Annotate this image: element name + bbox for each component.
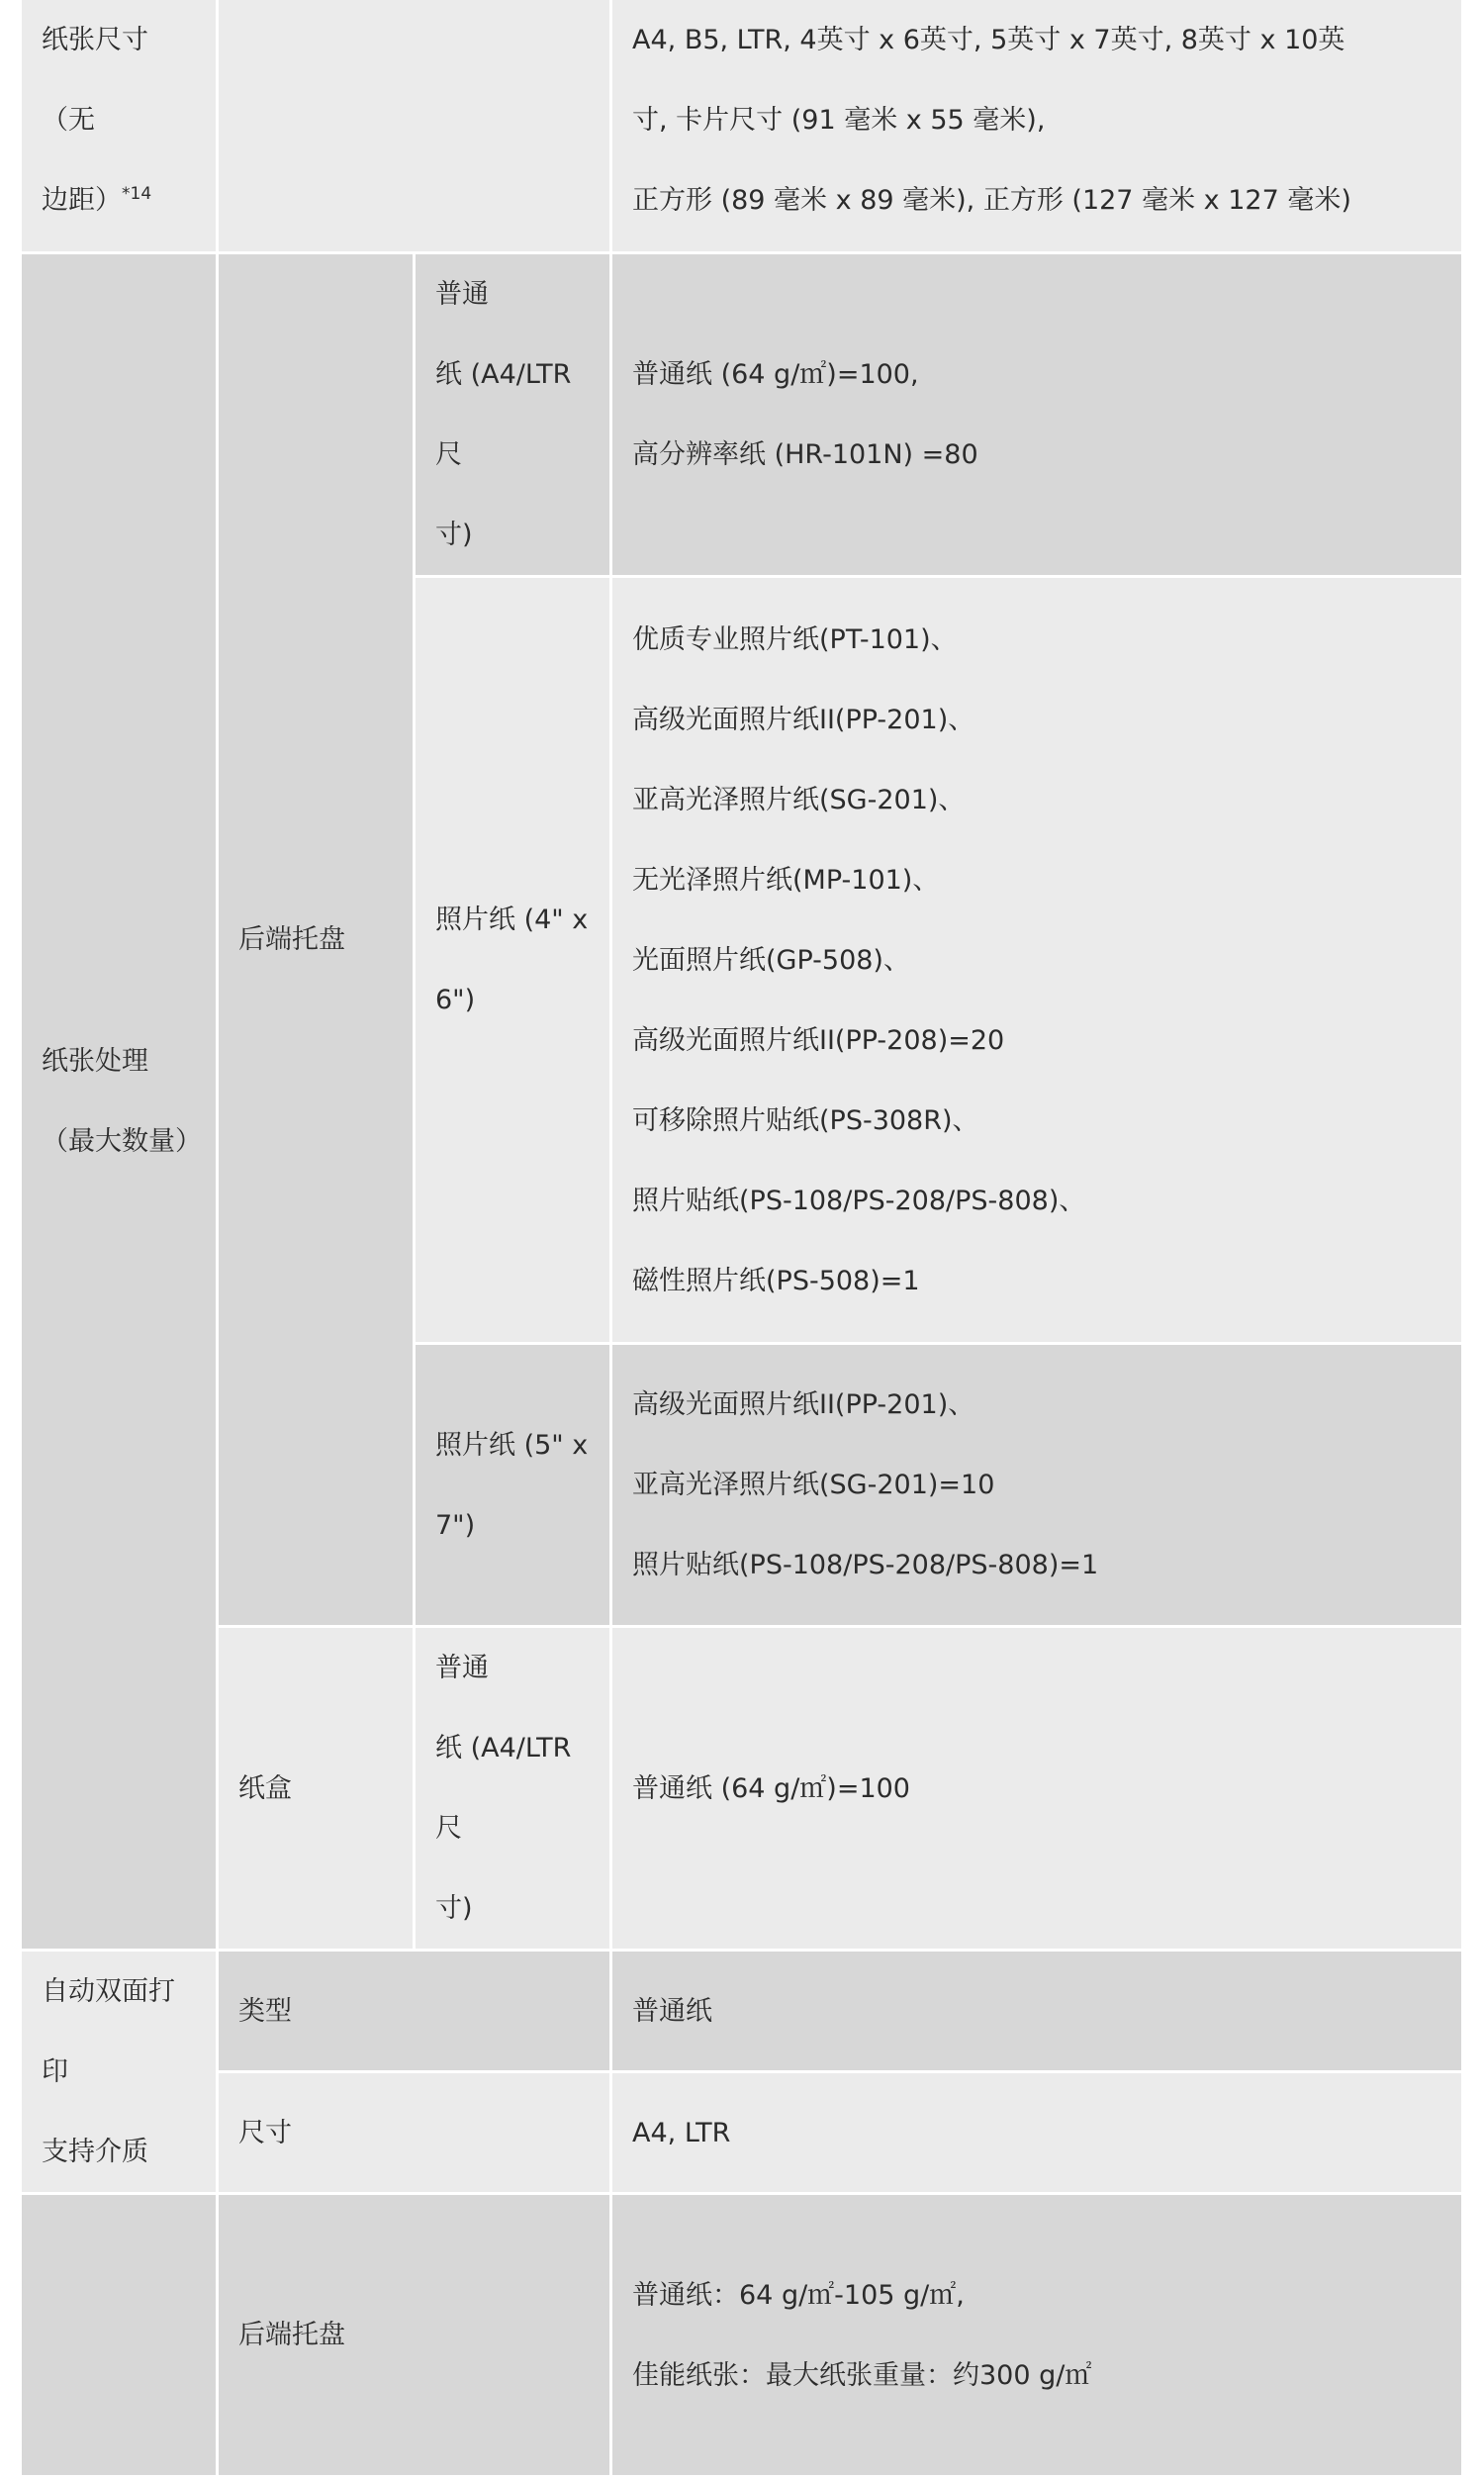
footnote-14: *14	[122, 184, 152, 204]
duplex-type-value: 普通纸	[612, 1952, 1461, 2070]
duplex-size-label: 尺寸	[219, 2073, 609, 2192]
rear-plain-media-value: 普通纸 (64 g/㎡)=100, 高分辨率纸 (HR-101N) =80	[612, 254, 1461, 575]
spec-table	[19, 0, 1464, 2478]
duplex-label: 自动双面打印 支持介质	[22, 1952, 216, 2192]
row-duplex-type	[22, 1952, 1461, 2070]
photo-5x7-label: 照片纸 (5" x 7")	[416, 1345, 609, 1625]
duplex-type-label: 类型	[219, 1952, 609, 2070]
borderless-size-value: A4, B5, LTR, 4英寸 x 6英寸, 5英寸 x 7英寸, 8英寸 x 10英 寸, 卡片尺寸 (91 毫米 x 55 毫米), 正方形 (89 毫米 x 89 毫米), 正方形 (127 毫米 x 127 毫米)	[612, 0, 1461, 251]
cassette-plain-media-value: 普通纸 (64 g/㎡)=100	[612, 1628, 1461, 1949]
borderless-size-label-line2: 边距）	[42, 185, 122, 216]
row-borderless-size	[22, 0, 1461, 251]
weight-rear-tray-value: 普通纸：64 g/㎡-105 g/㎡, 佳能纸张：最大纸张重量：约300 g/㎡	[612, 2195, 1461, 2475]
duplex-size-value: A4, LTR	[612, 2073, 1461, 2192]
cassette-label: 纸盒	[219, 1628, 413, 1949]
rear-tray-label: 后端托盘	[219, 254, 413, 1625]
photo-5x7-value: 高级光面照片纸II(PP-201)、 亚高光泽照片纸(SG-201)=10 照片贴纸(PS-108/PS-208/PS-808)=1	[612, 1345, 1461, 1625]
row-duplex-size	[22, 2073, 1461, 2192]
borderless-size-label: 纸张尺寸（无 边距）$^{*14}$	[22, 0, 216, 251]
row-weight-rear-tray	[22, 2195, 1461, 2475]
borderless-size-empty	[219, 0, 609, 251]
weight-label	[22, 2195, 216, 2475]
paper-handling-label: 纸张处理 （最大数量）	[22, 254, 216, 1949]
photo-4x6-value: 优质专业照片纸(PT-101)、 高级光面照片纸II(PP-201)、 亚高光泽照片纸(SG-201)、 无光泽照片纸(MP-101)、 光面照片纸(GP-508)、 高级光面照片纸II(PP-208)=20 可移除照片贴纸(PS-308R)、 照片贴纸(PS-108/PS-208/PS-808)、 磁性照片纸(PS-508)=1	[612, 578, 1461, 1342]
rear-plain-media-label: 普通 纸 (A4/LTR尺 寸)	[416, 254, 609, 575]
cassette-plain-media-label: 普通 纸 (A4/LTR尺 寸)	[416, 1628, 609, 1949]
row-cassette-plain	[22, 1628, 1461, 1949]
weight-rear-tray-label: 后端托盘	[219, 2195, 609, 2475]
row-rear-tray-plain	[22, 254, 1461, 575]
photo-4x6-label: 照片纸 (4" x 6")	[416, 578, 609, 1342]
